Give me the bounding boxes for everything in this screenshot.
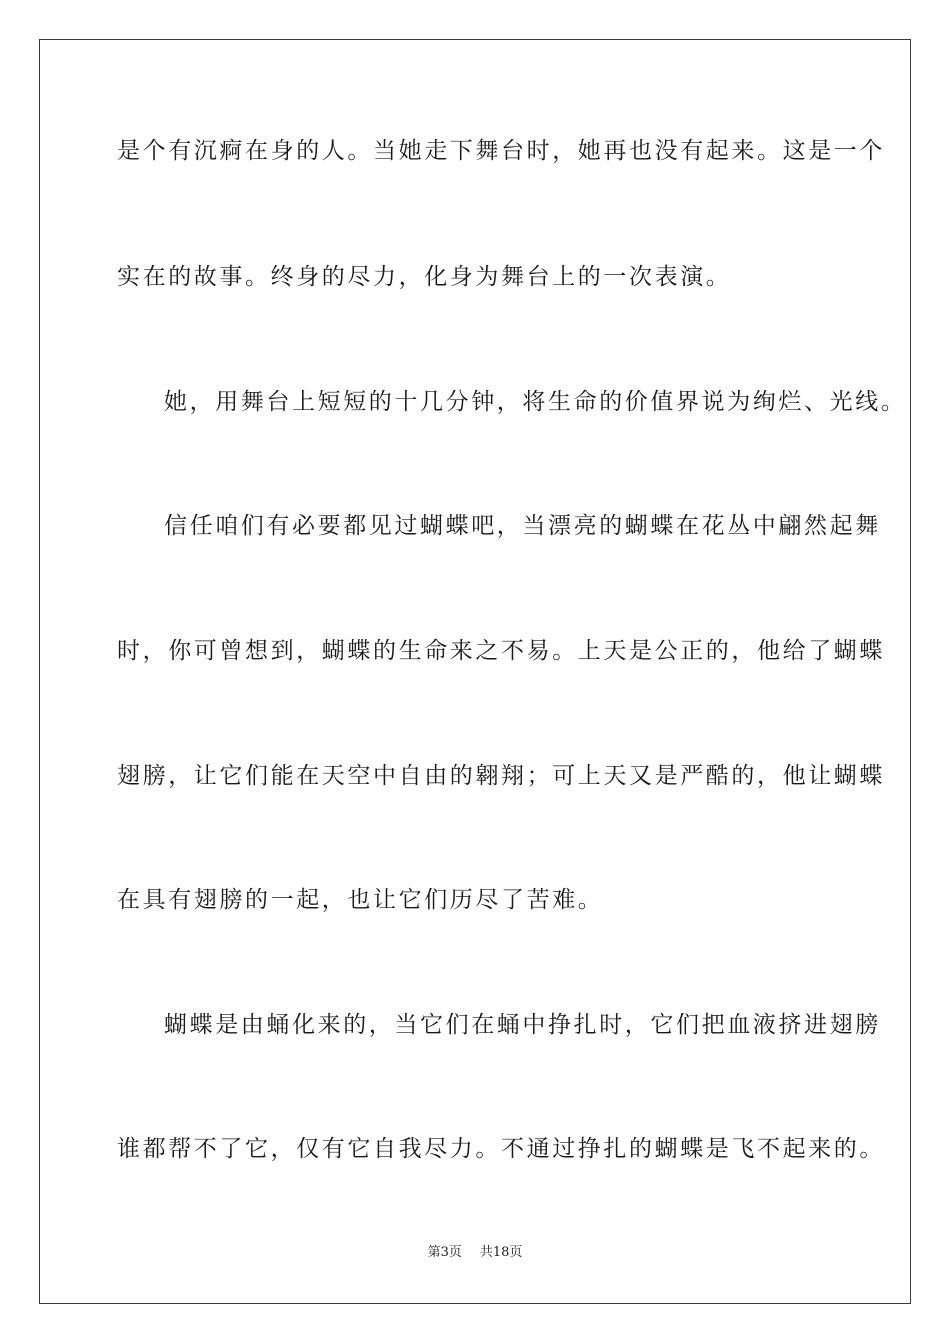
paragraph-line-4: 信任咱们有必要都见过蝴蝶吧，当漂亮的蝴蝶在花丛中翩然起舞 <box>164 513 881 539</box>
paragraph-line-2: 实在的故事。终身的尽力，化身为舞台上的一次表演。 <box>117 264 732 290</box>
page-border <box>39 39 911 1304</box>
paragraph-line-5: 时，你可曾想到，蝴蝶的生命来之不易。上天是公正的，他给了蝴蝶 <box>117 638 885 664</box>
page-footer <box>0 1244 950 1262</box>
paragraph-line-8: 蝴蝶是由蛹化来的，当它们在蛹中挣扎时，它们把血液挤进翅膀 <box>164 1012 881 1038</box>
paragraph-line-9: 谁都帮不了它，仅有它自我尽力。不通过挣扎的蝴蝶是飞不起来的。 <box>117 1136 885 1162</box>
paragraph-line-7: 在具有翅膀的一起，也让它们历尽了苦难。 <box>117 887 604 913</box>
paragraph-line-1: 是个有沉痾在身的人。当她走下舞台时，她再也没有起来。这是一个 <box>117 138 885 164</box>
page-total: 共18页 <box>479 1245 523 1260</box>
page-number: 第3页 <box>427 1245 462 1260</box>
paragraph-line-6: 翅膀，让它们能在天空中自由的翱翔；可上天又是严酷的，他让蝴蝶 <box>117 763 885 789</box>
paragraph-line-3: 她，用舞台上短短的十几分钟，将生命的价值界说为绚烂、光线。 <box>164 389 907 415</box>
